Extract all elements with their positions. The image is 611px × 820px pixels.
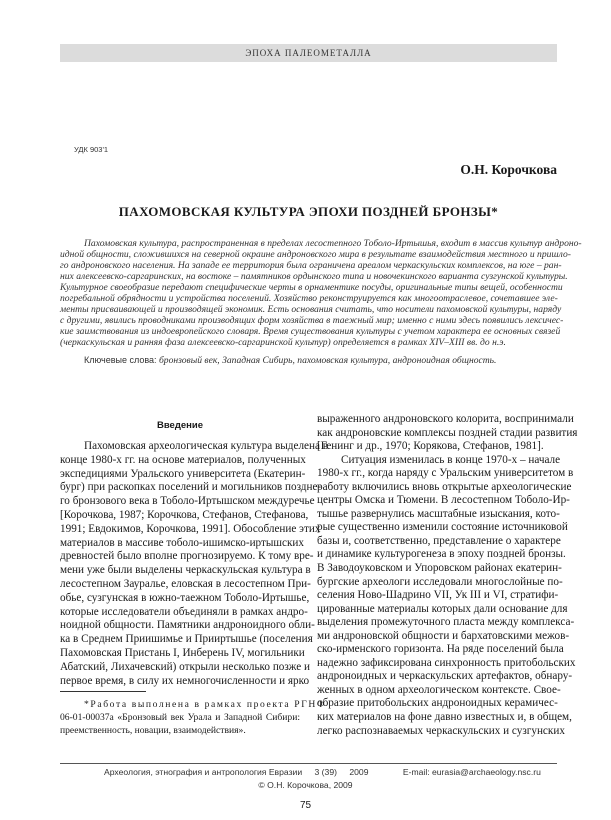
- journal-email: E-mail: eurasia@archaeology.nsc.ru: [402, 767, 541, 777]
- keywords-text: бронзовый век, Западная Сибирь, пахомовская культура, андроноидная общность.: [158, 355, 497, 366]
- body-line: обье, сузгунская в южно-таежном Тоболо-Иртышье,: [60, 591, 310, 604]
- body-line: Пахомовская археологическая культура выделена в: [84, 440, 329, 452]
- body-line: центры Омска и Тюмени. В лесостепном Тоболо-Ир-: [317, 494, 570, 507]
- body-line: Абатский, Лихачевский) открыли несколько позже и: [60, 660, 310, 673]
- footnote-divider: [60, 691, 146, 692]
- abstract-line: менты присваивающей и производящей экономик. Есть основания считать, что носители пахомовской культуры, наряду: [60, 304, 562, 315]
- keywords-label: Ключевые слова:: [84, 355, 157, 365]
- copyright: © О.Н. Корочкова, 2009: [258, 780, 353, 790]
- author-name: О.Н. Корочкова: [460, 162, 557, 177]
- footer-divider: [60, 763, 557, 764]
- body-line: ноидной общности. Памятники андроноидного обли-: [60, 619, 315, 632]
- body-line: го бронзового века в Тоболо-Иртышском междуречье: [60, 495, 315, 508]
- abstract-line: Пахомовская культура, распространенная в пределах лесостепного Тоболо-Иртышья, входит в массив культур андроно-: [84, 238, 582, 249]
- body-line: ка в Среднем Приишимье и Прииртышье (поселения: [60, 633, 313, 646]
- body-line: экспедициями Уральского университета (Екатерин-: [60, 467, 306, 480]
- abstract-line: них алексеевско-саргаринских, на востоке – памятников ордынского типа и новочекинского варианта сузгунской культуры.: [60, 271, 568, 282]
- body-line: выраженного андроновского колорита, воспринимали: [317, 413, 574, 425]
- body-line: древностей было вполне прогнозируемо. К тому вре-: [60, 550, 314, 563]
- body-line: лесостепном Зауралье, еловская в лесостепном При-: [60, 577, 311, 590]
- body-line: [Корочкова, 1987; Корочкова, Стефанов, Стефанова,: [60, 508, 309, 521]
- keywords: [84, 354, 496, 367]
- udk-code: УДК 903'1: [74, 145, 109, 154]
- body-line: 1980-х гг., когда наряду с Уральским университетом в: [317, 467, 574, 480]
- journal-year: 2009: [349, 767, 369, 777]
- body-line: Пахомовская Пристань I, Инберень IV, могильники: [60, 646, 305, 659]
- footnote-line: преемственность, новации, взаимодействия».: [60, 725, 246, 736]
- body-line: первое время, в силу их немногочисленности и ярко: [60, 674, 310, 687]
- abstract-line: кие заимствования из индоевропейского словаря. Время существования культуры с учетом характера ее основных связей: [60, 326, 561, 337]
- body-line: ми андроновской общности и бархатовскими межов-: [317, 629, 570, 642]
- abstract-line: идной общности, сложившихся на северной окраине андроновского мира в результате взаимодействия местного и пришло-: [60, 249, 571, 260]
- body-line: 1991; Евдокимов, Корочкова, 1991]. Обособление этих: [60, 522, 321, 535]
- journal-issue: 3 (39): [314, 767, 337, 777]
- footnote-line: *Работа выполнена в рамках проекта РГНФ: [84, 699, 327, 710]
- body-line: которые исследователи объединяли в рамках андро-: [60, 605, 308, 618]
- body-line: женных в одном археологическом контексте. Свое-: [317, 683, 561, 696]
- body-line: ско-ирменского горизонта. На ряде поселений была: [317, 643, 564, 656]
- abstract-line: с другими, явились проводниками производящих форм хозяйства в таежный мир; именно с ними здесь появились лексичес-: [60, 315, 564, 326]
- body-line: базы и, соответственно, представление о характере: [317, 534, 561, 547]
- footnote-line: 06-01-00037а «Бронзовый век Урала и Западной Сибири:: [60, 712, 300, 723]
- abstract-line: го андроновского населения. На западе ее территория была ограничена ареалом черкаскульских комплексов, на юге – ран-: [60, 260, 562, 271]
- body-line: материалов в массиве тоболо-ишимско-иртышских: [60, 536, 305, 549]
- body-line: образие притобольских андроноидных керамичес-: [317, 697, 558, 710]
- footnote: [60, 698, 327, 737]
- page-number: 75: [299, 800, 312, 811]
- body-line: мени уже были выделены черкаскульская культура в: [60, 564, 311, 577]
- body-line: легко распознаваемых черкаскульских и сузгунских: [317, 724, 565, 737]
- body-line: селения Ново-Шадрино VII, Ук III и VI, стратифи-: [317, 589, 559, 602]
- body-line: цированные материалы которых дали основание для: [317, 602, 568, 615]
- body-line: андроноидных и черкаскульских артефактов, обнару-: [317, 670, 573, 683]
- body-line: В Заводоуковском и Упоровском районах екатерин-: [317, 562, 562, 575]
- body-line: рые существенно изменили состояние источниковой: [317, 521, 568, 534]
- right-column: [317, 413, 578, 738]
- body-line: ких материалов на фоне давно известных и, в общем,: [317, 711, 572, 724]
- journal-name: Археология, этнография и антропология Евразии: [104, 767, 303, 777]
- abstract-line: погребальной обрядности и устройства поселений. Хозяйство реконструируется как многоотраслевое, сочетавшее эле-: [60, 293, 558, 304]
- body-line: выделения промежуточного пласта между комплекса-: [317, 616, 575, 629]
- body-line: и динамике культурогенеза в эпоху поздней бронзы.: [317, 548, 566, 561]
- body-line: конце 1980-х гг. на основе материалов, полученных: [60, 453, 306, 466]
- abstract: [60, 238, 582, 348]
- article-title: ПАХОМОВСКАЯ КУЛЬТУРА ЭПОХИ ПОЗДНЕЙ БРОНЗЫ*: [118, 204, 499, 219]
- abstract-line: (черкаскульская и ранняя фаза алексеевско-саргаринской культур) определяется в рамках XIV–XIII вв. до н.э.: [60, 337, 506, 348]
- body-line: Ситуация изменилась в конце 1970-х – начале: [341, 453, 561, 466]
- body-line: как андроновские комплексы поздней стадии развития: [317, 426, 578, 439]
- abstract-line: Культурное своеобразие передают специфические черты в орнаментике посуды, оригинальные типы вещей, особенности: [60, 282, 563, 293]
- body-line: бург) при раскопках поселений и могильников поздне-: [60, 481, 322, 494]
- body-line: надежно зафиксирована синхронность притобольских: [317, 656, 576, 669]
- footer-journal-line: [104, 767, 551, 778]
- body-line: бургские археологи исследовали многослойные по-: [317, 575, 563, 588]
- body-line: работу включились вновь открытые археологические: [317, 480, 572, 493]
- section-heading: Введение: [156, 420, 204, 431]
- body-line: [Генинг и др., 1970; Корякова, Стефанов, 1981].: [317, 440, 544, 453]
- body-line: тышье развернулись масштабные изыскания, кото-: [317, 507, 560, 520]
- section-rubric: ЭПОХА ПАЛЕОМЕТАЛЛА: [60, 44, 557, 62]
- left-column: [60, 440, 329, 688]
